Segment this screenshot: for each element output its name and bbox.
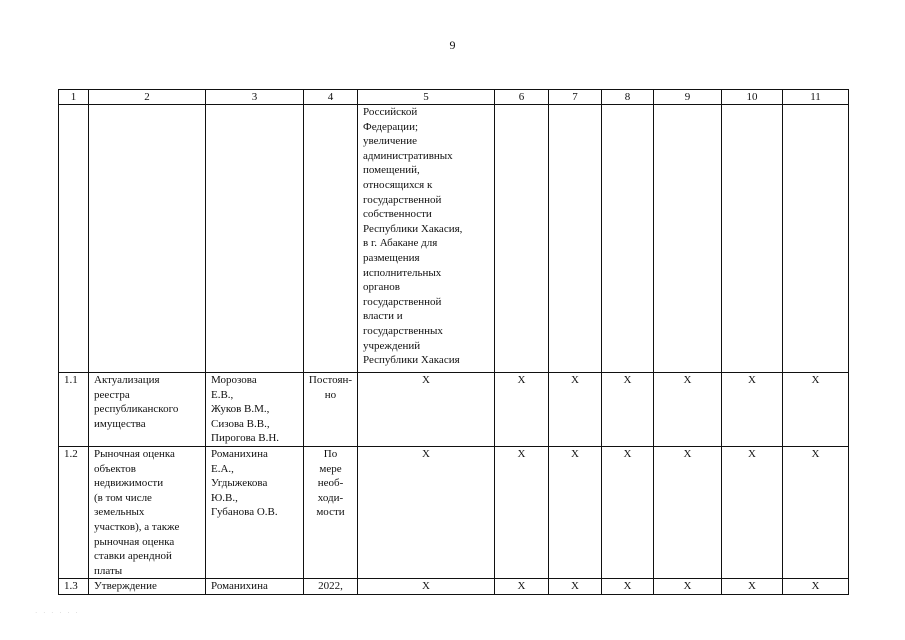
table-row xyxy=(59,579,849,595)
term: По мере необ- ходи- мости xyxy=(316,448,345,519)
measure-name: Утверждение xyxy=(89,579,206,595)
column-header: 11 xyxy=(783,90,849,105)
executors: Романихина Е.А., Угдыжекова Ю.В., Губанова О.В. xyxy=(211,448,278,519)
measure-name: Рыночная оценка объектов недвижимости (в том числе земельных участков), а также рыночная оценка ставки арендной платы xyxy=(94,448,180,577)
executors: Морозова Е.В., Жуков В.М., Сизова В.В., Пирогова В.Н. xyxy=(211,374,280,445)
row-number: 1.3 xyxy=(59,579,89,595)
mark: Х xyxy=(722,373,783,447)
mark: Х xyxy=(654,579,722,595)
mark: Х xyxy=(358,373,495,447)
column-header: 7 xyxy=(549,90,602,105)
mark: Х xyxy=(602,579,654,595)
row-number: 1.1 xyxy=(59,373,89,447)
column-header: 8 xyxy=(602,90,654,105)
term: 2022, xyxy=(304,579,358,595)
mark: Х xyxy=(722,447,783,579)
term: Постоян- но xyxy=(308,374,353,401)
mark: Х xyxy=(549,373,602,447)
mark: Х xyxy=(358,579,495,595)
mark: Х xyxy=(549,579,602,595)
executors: Романихина xyxy=(206,579,304,595)
column-header: 10 xyxy=(722,90,783,105)
column-header: 6 xyxy=(495,90,549,105)
scan-artifact: · · · · · · xyxy=(35,609,80,617)
mark: Х xyxy=(495,373,549,447)
mark: Х xyxy=(602,447,654,579)
mark: Х xyxy=(549,447,602,579)
column-header: 3 xyxy=(206,90,304,105)
continuation-text: Российской Федерации; увеличение административных помещений, относящихся к государственной собственности Республики Хакасия, в г. Абакане для размещения исполнительных органов государственной власти и государственных учреждений Республики Хакасия xyxy=(363,106,463,367)
page-number: 9 xyxy=(449,38,456,52)
header-row xyxy=(59,90,849,105)
measure-name: Актуализация реестра республиканского имущества xyxy=(94,374,179,430)
column-header: 4 xyxy=(304,90,358,105)
plan-table xyxy=(58,89,849,595)
mark: Х xyxy=(495,447,549,579)
mark: Х xyxy=(783,373,849,447)
mark: Х xyxy=(602,373,654,447)
mark: Х xyxy=(783,579,849,595)
column-header: 1 xyxy=(59,90,89,105)
mark: Х xyxy=(654,373,722,447)
row-number: 1.2 xyxy=(59,447,89,579)
column-header: 5 xyxy=(358,90,495,105)
table-row xyxy=(59,447,849,579)
column-header: 2 xyxy=(89,90,206,105)
continuation-row xyxy=(59,105,849,373)
mark: Х xyxy=(783,447,849,579)
mark: Х xyxy=(358,447,495,579)
table-row xyxy=(59,373,849,447)
column-header: 9 xyxy=(654,90,722,105)
mark: Х xyxy=(654,447,722,579)
mark: Х xyxy=(495,579,549,595)
mark: Х xyxy=(722,579,783,595)
